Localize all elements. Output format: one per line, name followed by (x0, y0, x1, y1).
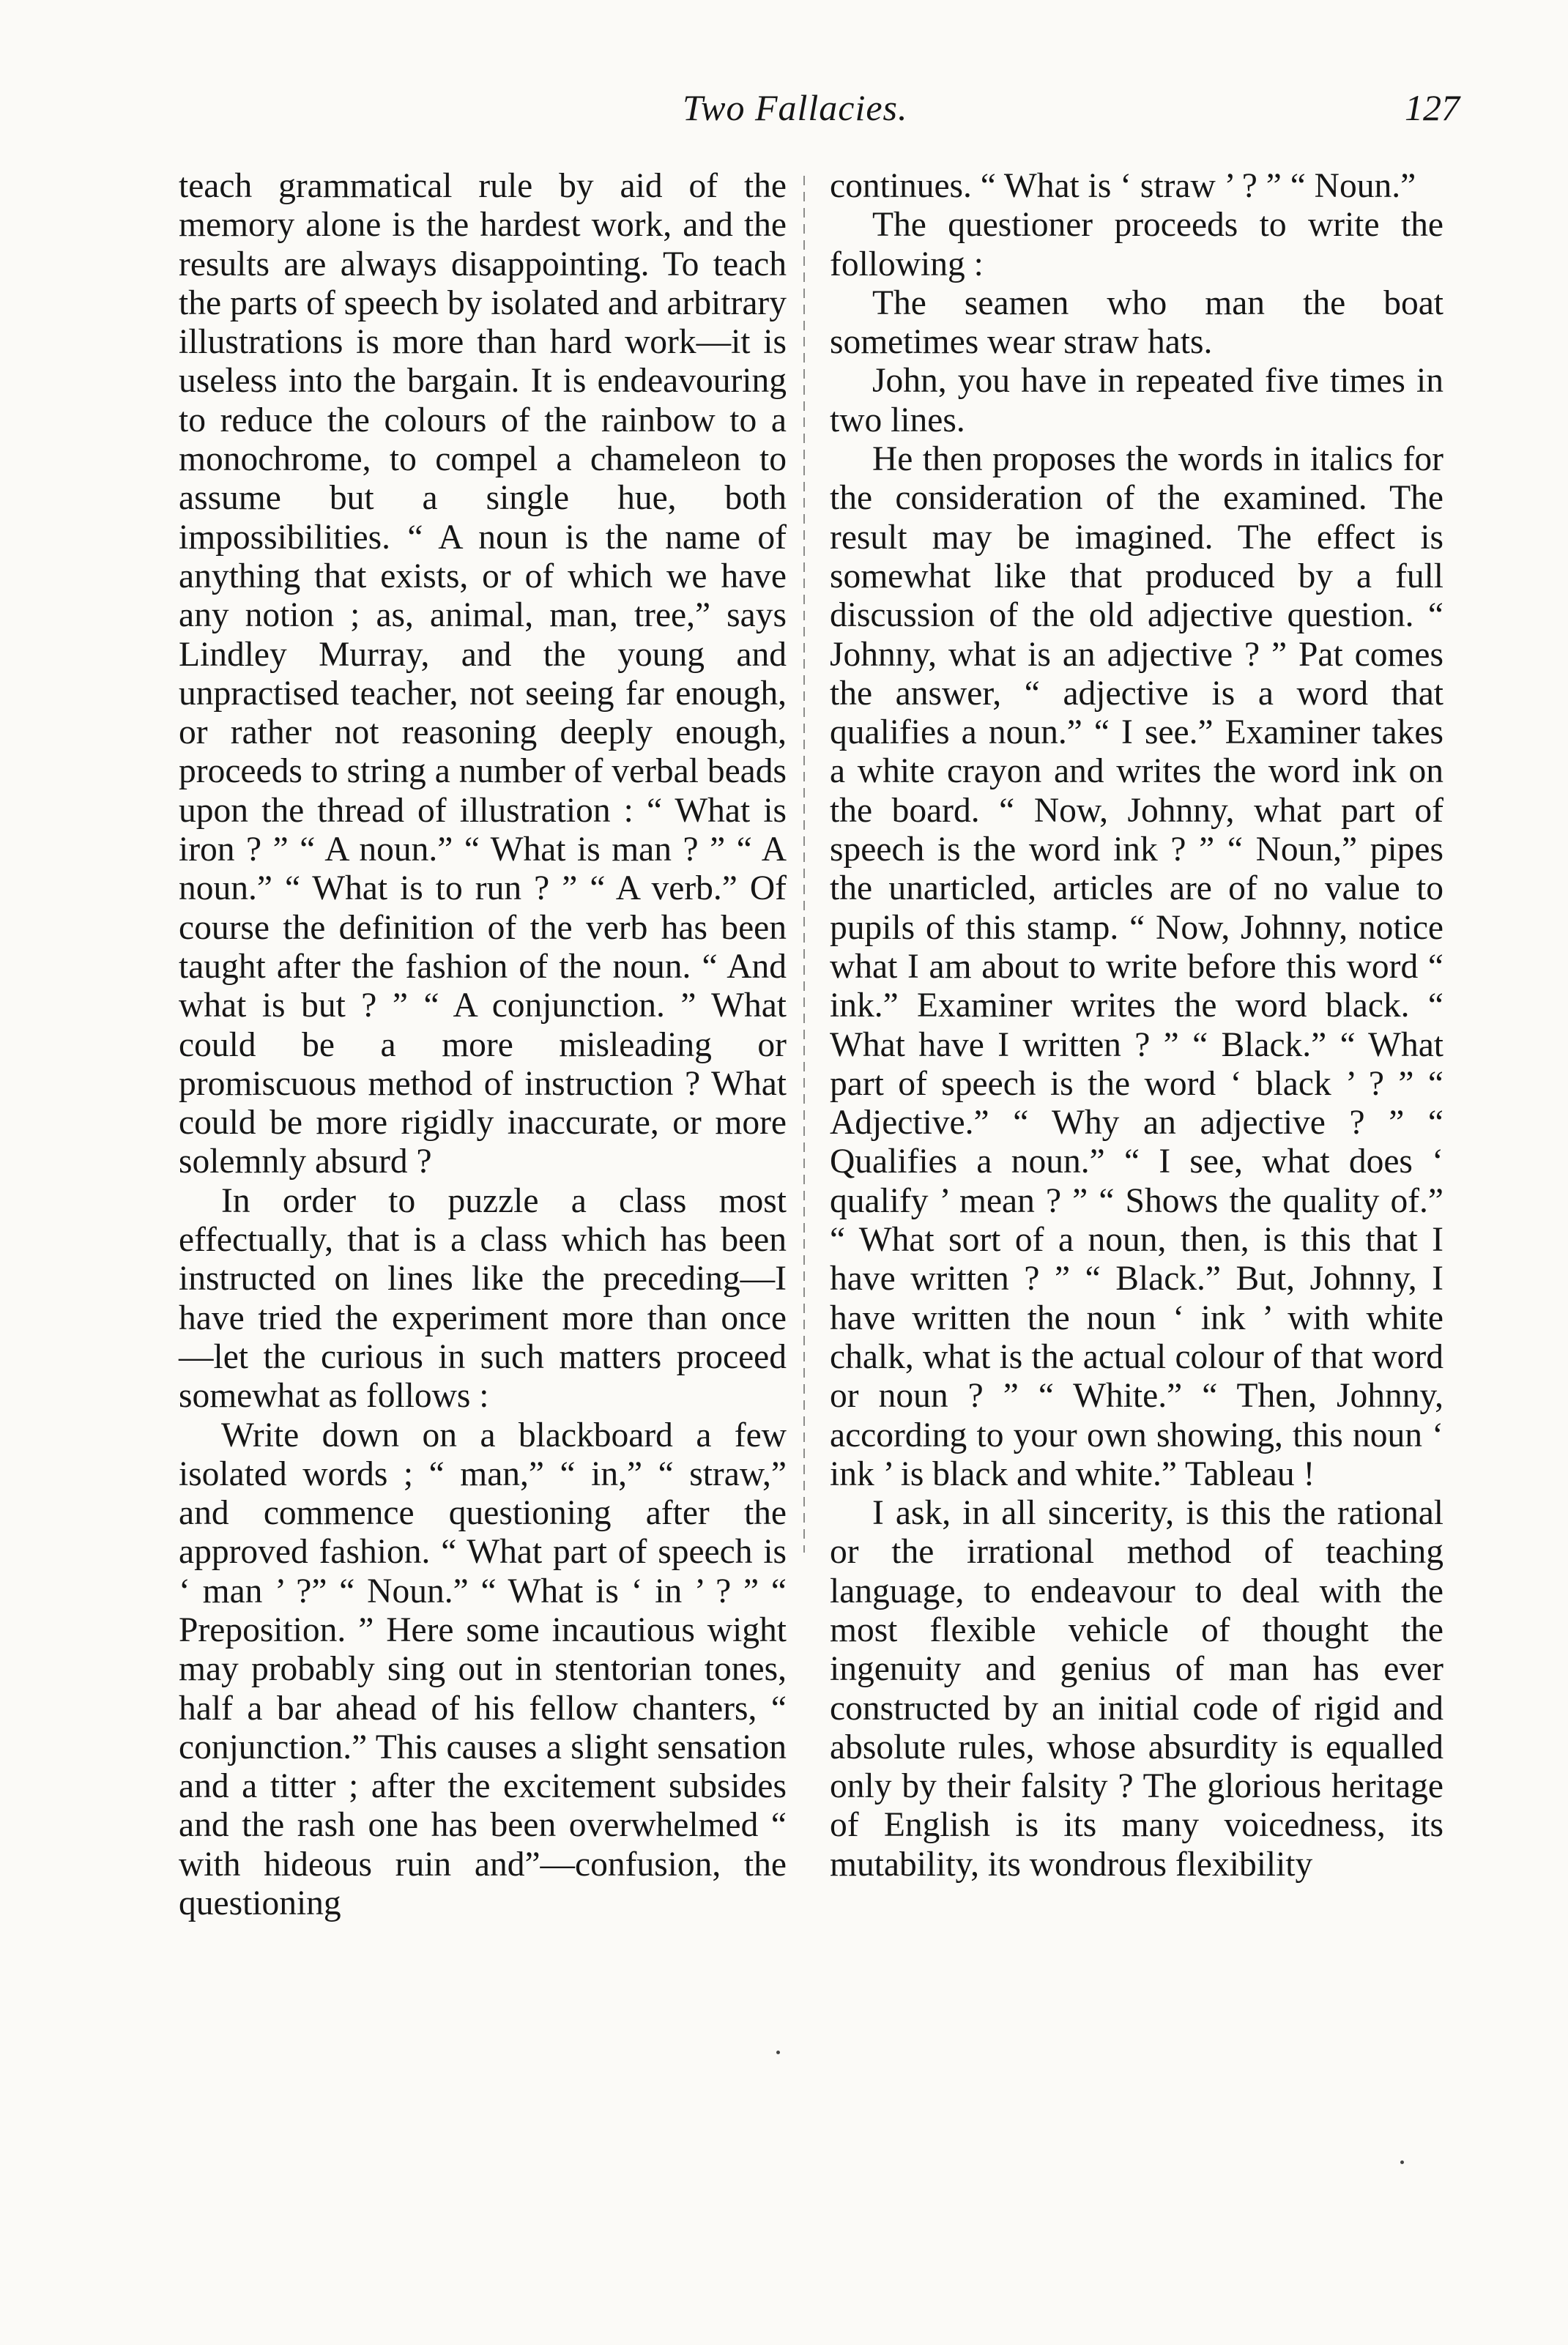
paragraph: continues. “ What is ‘ straw ’ ? ” “ Noun.” (830, 167, 1416, 205)
paragraph: The questioner proceeds to write the following : (830, 206, 1443, 283)
paragraph: He then proposes the words in italics for the consideration of the examined. The result may be imagined. The effect is somewhat like that produced by a full discussion of the old adjective question. “ Johnny, what is an adjective ? ” Pat comes the answer, “ adjective is a word that qualifies a noun.” “ I see.” Examiner takes a white crayon and writes the word ink on the board. “ Now, Johnny, what part of speech is the word ink ? ” “ Noun,” pipes the unarticled, articles are of no value to pupils of this stamp. “ Now, Johnny, notice what I am about to write before this word “ ink.” Examiner writes the word black. “ What have I written ? ” “ Black.” “ What part of speech is the word ‘ black ’ ? ” “ Adjective.” “ Why an adjective ? ” “ Qualifies a noun.” “ I see, what does ‘ qualify ’ mean ? ” “ Shows the quality of.” “ What sort of a noun, then, is this that I have written ? ” “ Black.” But, Johnny, I have written the noun ‘ ink ’ with white chalk, what is the actual colour of that word or noun ? ” “ White.” “ Then, Johnny, according to your own showing, this noun ‘ ink ’ is black and white.” Tableau ! (830, 440, 1443, 1493)
paragraph: I ask, in all sincerity, is this the rational or the irrational method of teaching language, to endeavour to deal with the most flexible vehicle of thought the ingenuity and genius of man has ever constructed by an initial code of rigid and absolute rules, whose absurdity is equalled only by their falsity ? The glorious heritage of English is its many voicedness, its mutability, its wondrous flexibility (830, 1494, 1443, 1884)
right-column (830, 167, 1443, 1884)
paragraph: Write down on a blackboard a few isolated words ; “ man,” “ in,” “ straw,” and commence questioning after the approved fashion. “ What part of speech is ‘ man ’ ?” “ Noun.” “ What is ‘ in ’ ? ” “ Preposition. ” Here some incautious wight may probably sing out in stentorian tones, half a bar ahead of his fellow chanters, “ conjunction.” This causes a slight sensation and a titter ; after the excitement subsides and the rash one has been overwhelmed “ with hideous ruin and”—confusion, the questioning (179, 1416, 787, 1923)
running-title: Two Fallacies. (683, 87, 908, 128)
paragraph: teach grammatical rule by aid of the memory alone is the hardest work, and the results are always disappointing. To teach the parts of speech by isolated and arbitrary illustrations is more than hard work—it is useless into the bargain. It is endeavouring to reduce the colours of the rainbow to a monochrome, to compel a chameleon to assume but a single hue, both impossibilities. “ A noun is the name of anything that exists, or of which we have any notion ; as, animal, man, tree,” says Lindley Murray, and the young and unpractised teacher, not seeing far enough, or rather not reasoning deeply enough, proceeds to string a number of verbal beads upon the thread of illustration : “ What is iron ? ” “ A noun.” “ What is man ? ” “ A noun.” “ What is to run ? ” “ A verb.” Of course the definition of the verb has been taught after the fashion of the noun. “ And what is but ? ” “ A conjunction. ” What could be a more misleading or promiscuous method of instruction ? What could be more rigidly inaccurate, or more solemnly absurd ? (179, 167, 787, 1181)
print-speck (776, 2051, 780, 2054)
running-head (0, 86, 1568, 138)
left-column (179, 167, 787, 1923)
example-sentence: John, you have in repeated five times in two lines. (830, 362, 1443, 439)
example-sentence: The seamen who man the boat sometimes wear straw hats. (830, 283, 1443, 362)
paragraph: In order to puzzle a class most effectually, that is a class which has been instructed on lines like the preceding—I have tried the experiment more than once—let the curious in such matters proceed somewhat as follows : (179, 1181, 787, 1416)
column-divider (803, 176, 805, 1553)
print-speck (1400, 2160, 1404, 2164)
page-number: 127 (1405, 87, 1460, 128)
